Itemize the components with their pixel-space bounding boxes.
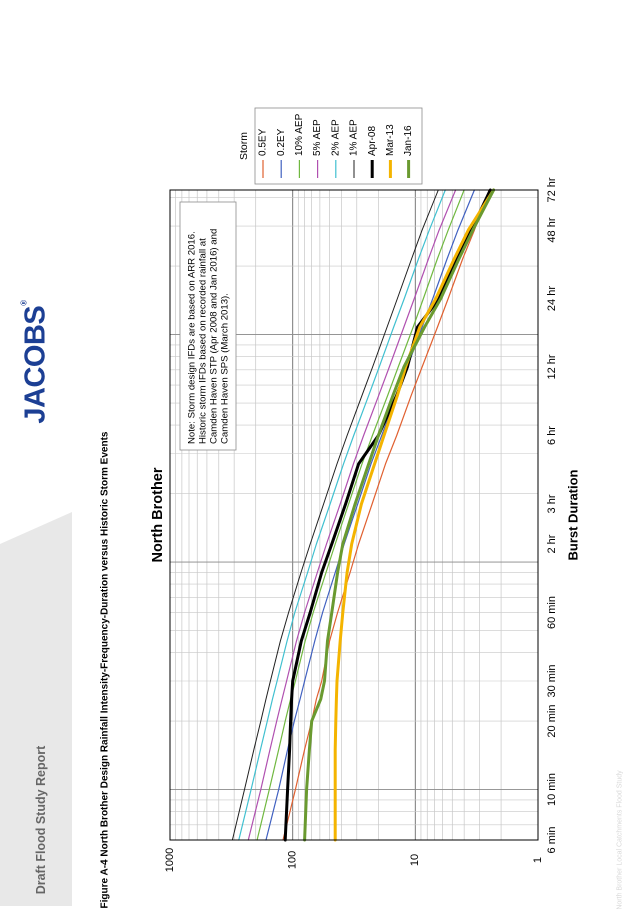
series-line-jan-16 [305,190,494,840]
duration-tick-label: 6 hr [545,426,558,445]
legend-label: 2% AEP [330,119,342,156]
company-logo-text: JACOBS [19,305,52,424]
registered-mark: ® [19,300,29,306]
duration-tick-label: 60 min [545,595,558,630]
duration-tick-label: 3 hr [545,494,558,514]
x-axis-title: Burst Duration [565,469,581,561]
note-line: Camden Haven STP (Apr 2008 and Jan 2016) and [208,228,220,444]
note-line: Note: Storm design IFDs are based on ARR 2016. [186,231,198,444]
duration-tick-label: 12 hr [545,354,558,380]
legend-label: 10% AEP [294,113,306,156]
duration-tick-label: 24 hr [545,285,558,312]
intensity-tick-label: 1000 [163,847,176,873]
duration-tick-label: 6 min [545,826,558,854]
legend-label: Apr-08 [366,125,378,156]
note-line: Camden Haven SPS (March 2013). [219,293,231,444]
duration-tick-label: 10 min [545,773,558,807]
chart-legend [238,108,422,184]
figure-caption: Figure A-4 North Brother Design Rainfall Intensity-Frequency-Duration versus Historic Storm Events [99,431,111,909]
duration-tick-label: 48 hr [545,217,558,243]
legend-label: 0.5EY [257,128,269,156]
note-line: Historic storm IFDs based on recorded rainfall at [197,238,209,444]
intensity-tick-label: 100 [286,850,299,870]
intensity-tick-label: 10 [409,853,422,867]
legend-label: Jan-16 [403,125,415,156]
duration-tick-label: 2 hr [545,534,558,554]
chart-title: North Brother [149,467,166,563]
legend-title: Storm [237,131,250,161]
chart-series-group [232,190,493,840]
series-line-mar-13 [335,190,493,840]
intensity-tick-label: 1 [531,856,544,864]
series-line-0-5ey [283,190,489,840]
chart-note [180,202,236,450]
duration-tick-label: 20 min [545,704,558,738]
duration-tick-label: 72 hr [545,177,558,203]
legend-label: 0.2EY [275,128,287,156]
series-line-10-aep [257,190,464,840]
legend-label: 5% AEP [312,119,324,156]
duration-tick-label: 30 min [545,664,558,698]
legend-label: Mar-13 [385,124,397,156]
legend-label: 1% AEP [348,119,360,156]
series-line-apr-08 [285,190,490,840]
footer-text: North Brother Local Catchments Flood Study [616,770,624,910]
report-label: Draft Flood Study Report [34,745,48,895]
